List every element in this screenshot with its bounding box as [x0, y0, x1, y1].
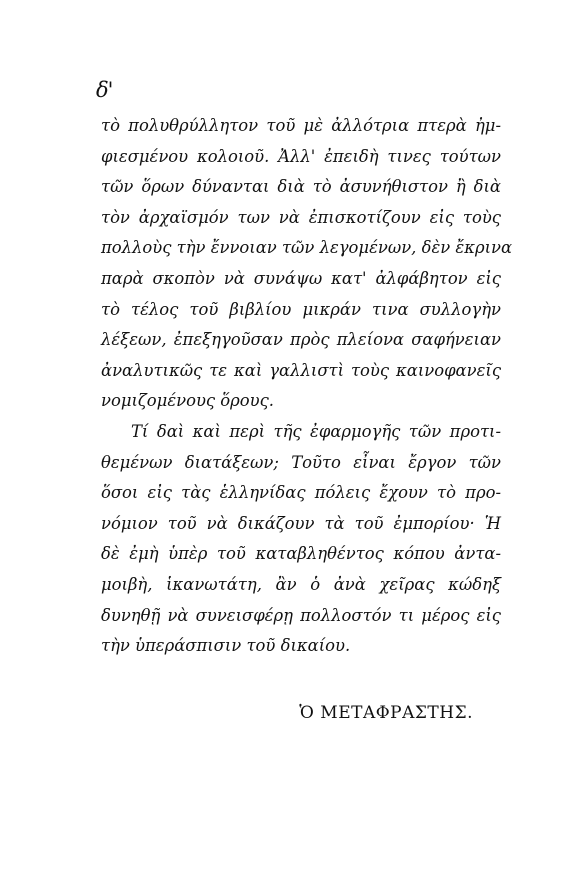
text-line: θεμένων διατάξεων; Τοῦτο εἶναι ἔργον τῶν: [101, 452, 501, 472]
paragraph-1: [101, 111, 513, 417]
text-line: δὲ ἐμὴ ὑπὲρ τοῦ καταβληθέντος κόπου ἀντα-: [101, 544, 501, 564]
text-line: τὸ πολυθρύλλητον τοῦ μὲ ἀλλότρια πτερὰ ἠμ-: [101, 116, 501, 135]
text-line: παρὰ σκοπὸν νὰ συνάψω κατ' ἀλφάβητον εἰς: [101, 268, 501, 288]
text-line: τὴν ὑπεράσπισιν τοῦ δικαίου.: [101, 636, 351, 656]
text-line: λέξεων, ἐπεξηγοῦσαν πρὸς πλείονα σαφήνειαν: [101, 330, 501, 350]
body-text: [101, 111, 513, 662]
text-line: νόμιον τοῦ νὰ δικάζουν τὰ τοῦ ἐμπορίου· Ἡ: [101, 513, 501, 533]
text-line: τὸν ἀρχαϊσμόν των νὰ ἐπισκοτίζουν εἰς τοὺς: [101, 207, 501, 227]
text-line: τὸ τέλος τοῦ βιβλίου μικράν τινα συλλογὴν: [101, 299, 501, 319]
text-line: ἀναλυτικῶς τε καὶ γαλλιστὶ τοὺς καινοφανεῖς: [101, 360, 501, 380]
text-line: δυνηθῇ νὰ συνεισφέρῃ πολλοστόν τι μέρος εἰς: [101, 605, 501, 625]
text-line: τῶν ὅρων δύνανται διὰ τὸ ἀσυνήθιστον ἢ διὰ: [101, 177, 501, 197]
text-line: Τί δαὶ καὶ περὶ τῆς ἐφαρμογῆς τῶν προτι-: [131, 421, 501, 441]
page-number: δ': [96, 78, 113, 102]
text-line: νομιζομένους ὅρους.: [101, 391, 275, 411]
text-line: ὅσοι εἰς τὰς ἑλληνίδας πόλεις ἔχουν τὸ προ-: [101, 483, 501, 503]
text-line: μοιβὴ, ἱκανωτάτη, ἂν ὁ ἀνὰ χεῖρας κώδηξ: [101, 574, 501, 594]
translator-signature: Ὁ ΜΕΤΑΦΡΑΣΤΗΣ.: [299, 703, 473, 723]
text-line: πολλοὺς τὴν ἔννοιαν τῶν λεγομένων, δὲν ἔκρινα: [101, 238, 513, 258]
paragraph-2: [101, 417, 501, 662]
text-line: φιεσμένου κολοιοῦ. Ἀλλ' ἐπειδὴ τινες τούτων: [101, 146, 501, 166]
